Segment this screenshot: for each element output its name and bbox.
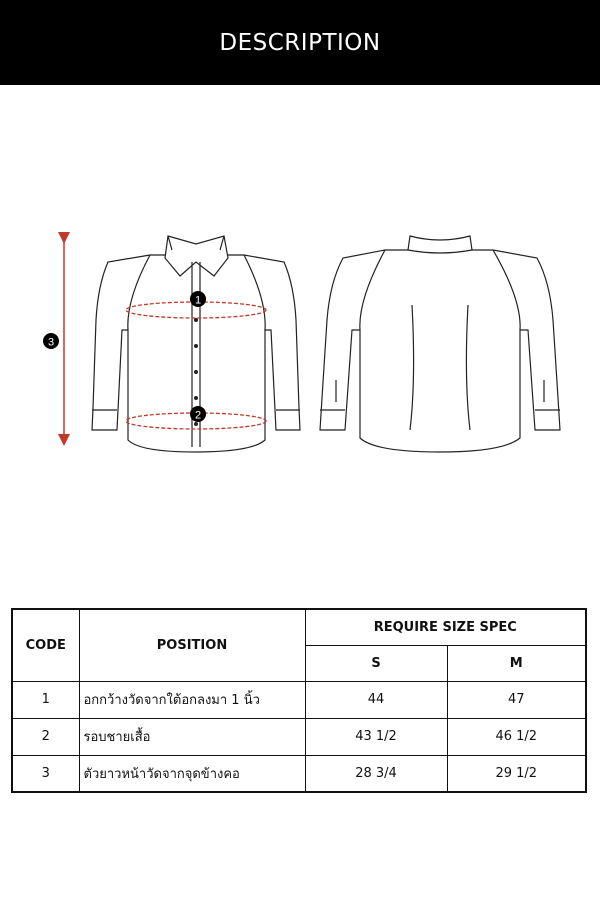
page-header [0,0,600,85]
header-position: POSITION [79,609,305,681]
row-position: ตัวยาวหน้าวัดจากจุดข้างคอ [79,755,305,792]
svg-text:2: 2 [194,409,202,422]
row-code: 3 [12,755,79,792]
table-row [12,755,586,792]
header-code: CODE [12,609,79,681]
row-code: 1 [12,681,79,718]
marker-2 [190,406,206,422]
row-size-s: 43 1/2 [305,718,447,755]
svg-text:3: 3 [47,336,55,349]
header-size-s: S [305,645,447,681]
row-code: 2 [12,718,79,755]
row-position: รอบชายเสื้อ [79,718,305,755]
table-row [12,681,586,718]
row-size-m: 47 [447,681,586,718]
shirt-measurement-diagram [0,85,600,605]
row-position: อกกว้างวัดจากใต้อกลงมา 1 นิ้ว [79,681,305,718]
marker-3 [43,333,59,349]
header-require-size-spec: REQUIRE SIZE SPEC [305,609,586,645]
back-shirt-drawing [320,236,560,452]
size-spec-table [11,608,587,793]
header-size-m: M [447,645,586,681]
table-row [12,718,586,755]
page-title: DESCRIPTION [219,29,381,56]
svg-text:1: 1 [194,294,202,307]
row-size-s: 44 [305,681,447,718]
row-size-s: 28 3/4 [305,755,447,792]
marker-1 [190,291,206,307]
row-size-m: 46 1/2 [447,718,586,755]
row-size-m: 29 1/2 [447,755,586,792]
